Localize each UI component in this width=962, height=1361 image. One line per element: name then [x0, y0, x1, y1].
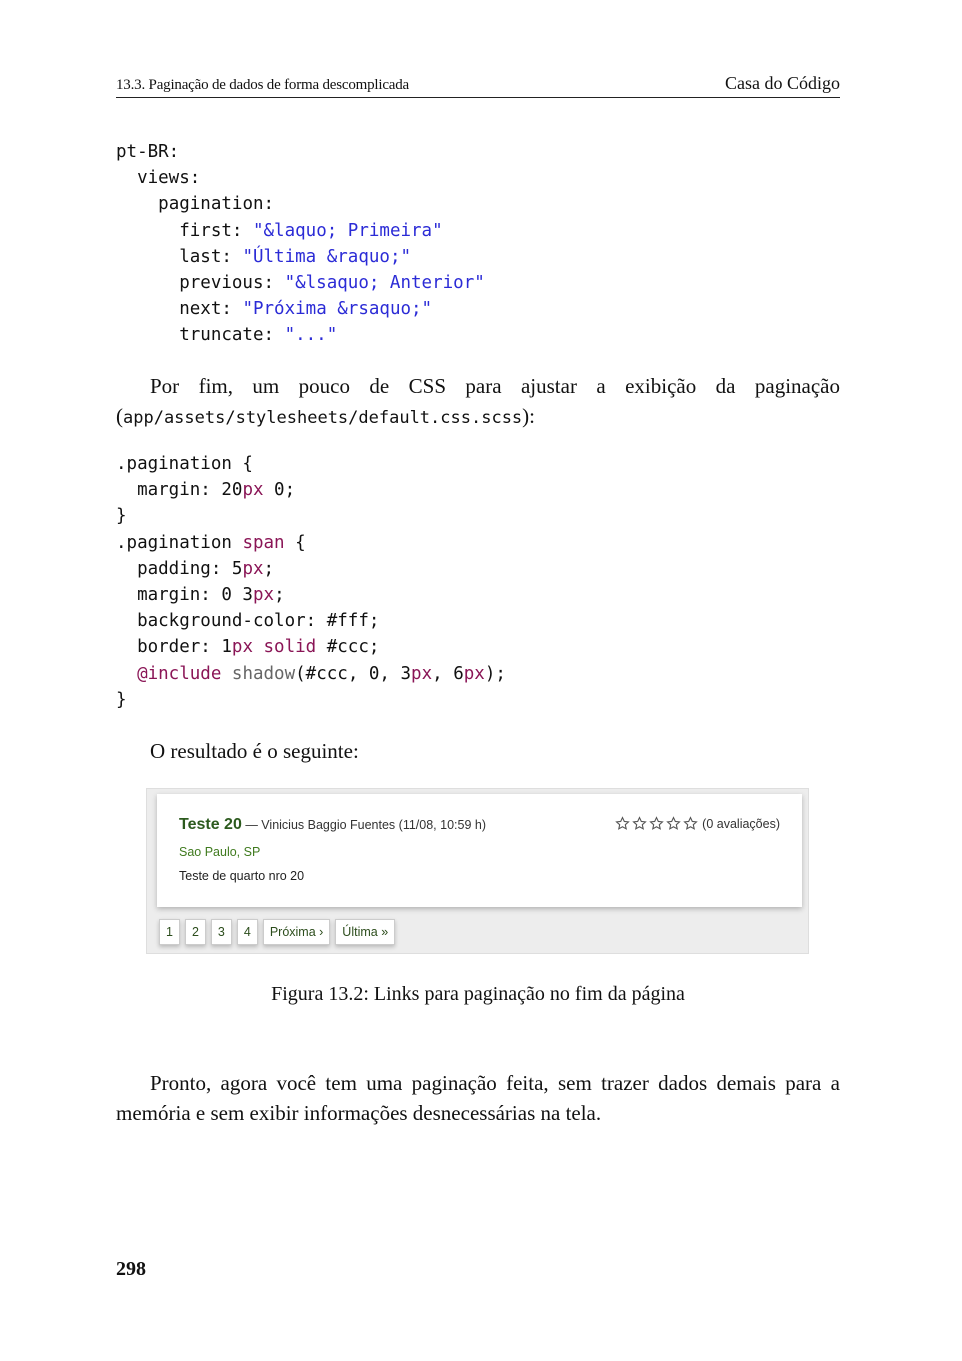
code-line: views: [137, 168, 201, 189]
figure-caption: Figura 13.2: Links para paginação no fim da página [271, 983, 685, 1005]
code-line: pagination: [158, 194, 275, 215]
last-page-link[interactable]: Última » [335, 919, 395, 945]
star-empty-icon[interactable] [666, 816, 681, 831]
card-title-row [179, 816, 486, 834]
pagination [159, 919, 395, 945]
css-code-block: .pagination { margin: 20px 0; } .pagination span { padding: 5px; margin: 0 3px; background-color: #fff; border: 1px solid #ccc; @include shadow(#ccc, 0, 3px, 6px); } [116, 454, 506, 710]
rating [615, 816, 780, 831]
file-path: app/assets/stylesheets/default.css.scss [123, 408, 523, 428]
star-empty-icon[interactable] [632, 816, 647, 831]
listing-card [157, 794, 802, 907]
paragraph-css-intro: Por fim, um pouco de CSS para ajustar a exibição da paginação (app/assets/stylesheets/default.css.scss): [116, 374, 840, 428]
paragraph-conclusion: Pronto, agora você tem uma paginação feita, sem trazer dados demais para a memória e sem exibir informações desnecessárias na tela. [116, 1071, 840, 1125]
figure-screenshot [146, 788, 809, 954]
page-link-3[interactable]: 3 [211, 919, 232, 945]
page-number: 298 [116, 1258, 146, 1280]
page-link-1[interactable]: 1 [159, 919, 180, 945]
next-page-link[interactable]: Próxima › [263, 919, 330, 945]
paragraph-result: O resultado é o seguinte: [150, 739, 359, 763]
room-description: Teste de quarto nro 20 [179, 869, 305, 883]
code-key: first: [179, 220, 253, 241]
code-key: next: [179, 299, 243, 320]
page-link-4[interactable]: 4 [237, 919, 258, 945]
room-meta: — Vinicius Baggio Fuentes (11/08, 10:59 h) [241, 818, 486, 832]
code-string: "Próxima &rsaquo;" [242, 299, 433, 320]
code-key: previous: [179, 273, 285, 294]
page-link-2[interactable]: 2 [185, 919, 206, 945]
code-string: "&laquo; Primeira" [252, 220, 443, 241]
code-string: "Última &raquo;" [242, 246, 412, 267]
stars [615, 816, 698, 831]
code-string: "&lsaquo; Anterior" [284, 273, 485, 294]
code-key: truncate: [179, 325, 285, 346]
room-location: Sao Paulo, SP [179, 845, 261, 859]
star-empty-icon[interactable] [649, 816, 664, 831]
section-title: 13.3. Paginação de dados de forma descomplicada [116, 77, 409, 93]
code-key: last: [179, 246, 243, 267]
rating-count: (0 avaliações) [702, 816, 780, 831]
star-empty-icon[interactable] [615, 816, 630, 831]
star-empty-icon[interactable] [683, 816, 698, 831]
book-title: Casa do Código [725, 73, 840, 93]
running-head [116, 74, 840, 98]
room-title[interactable]: Teste 20 [179, 816, 242, 833]
code-line: pt-BR: [116, 142, 180, 162]
code-string: "..." [284, 325, 338, 346]
yaml-code-block [116, 139, 485, 349]
